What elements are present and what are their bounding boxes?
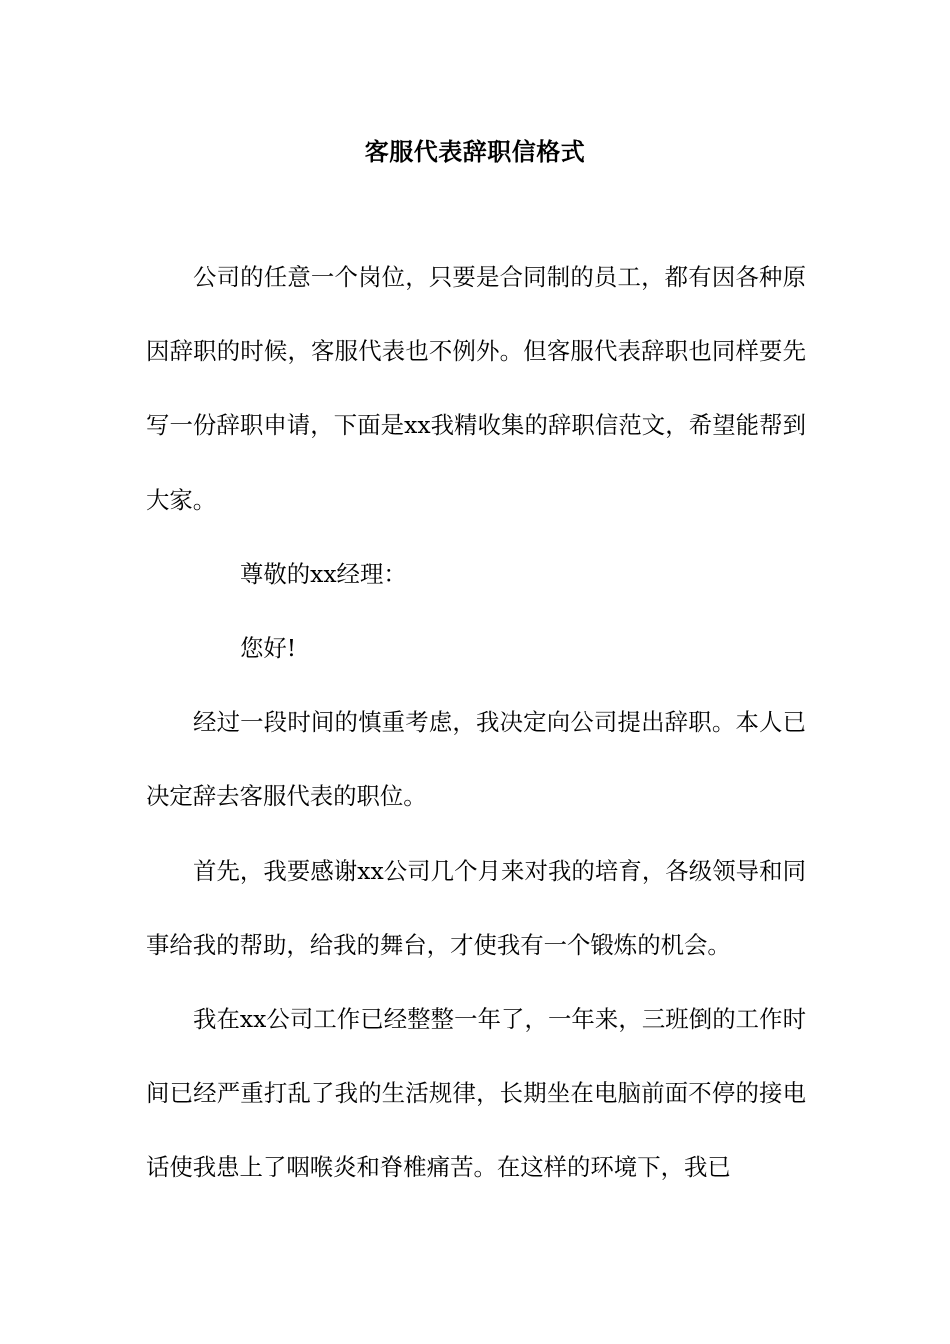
paragraph-decision: 经过一段时间的慎重考虑，我决定向公司提出辞职。本人已决定辞去客服代表的职位。 [146, 708, 806, 811]
document-title: 客服代表辞职信格式 [364, 138, 586, 166]
document-body [146, 240, 806, 1205]
paragraph-reason: 我在xx公司工作已经整整一年了，一年来，三班倒的工作时间已经严重打乱了我的生活规律，长期坐在电脑前面不停的接电话使我患上了咽喉炎和脊椎痛苦。在这样的环境下，我已 [146, 1005, 806, 1182]
paragraph-thanks: 首先，我要感谢xx公司几个月来对我的培育，各级领导和同事给我的帮助，给我的舞台，才使我有一个锻炼的机会。 [146, 856, 806, 959]
paragraph-salutation: 尊敬的xx经理： [240, 559, 407, 588]
paragraph-greeting: 您好! [240, 634, 297, 663]
paragraph-intro: 公司的任意一个岗位，只要是合同制的员工，都有因各种原因辞职的时候，客服代表也不例外。但客服代表辞职也同样要先写一份辞职申请，下面是xx我精收集的辞职信范文，希望能帮到大家。 [146, 263, 806, 514]
